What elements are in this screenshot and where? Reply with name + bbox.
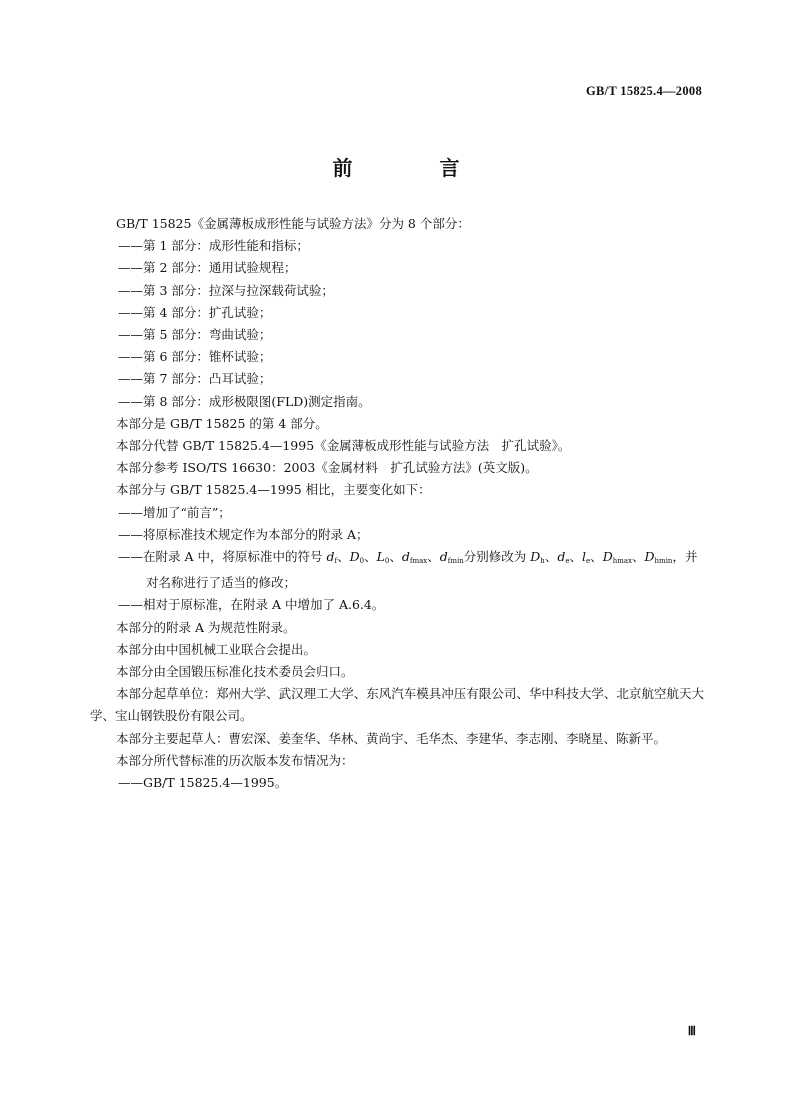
old-symbol: $d_f$ xyxy=(326,549,338,566)
page-number: Ⅲ xyxy=(687,1024,696,1038)
old-symbol: $d_{fmin}$ xyxy=(439,549,464,566)
change-lead: ——在附录 A 中，将原标准中的符号 xyxy=(118,549,327,565)
new-symbol: $l_e$ xyxy=(582,549,591,566)
new-symbol: $d_e$ xyxy=(557,549,570,566)
change-item-symbols: ——在附录 A 中，将原标准中的符号 $d_f$、$D_0$、$L_0$、$d_{fmax}$、$d_{fmin}$分别修改为 $D_h$、$d_e$、$l_e$、$D_{hmax}$、$D_{hmin}$，并对名称进行了适当的修改； xyxy=(118,549,698,591)
replaces-paragraph: 本部分代替 GB/T 15825.4—1995《金属薄板成形性能与试验方法 扩孔试验》。 xyxy=(116,438,571,454)
change-item: ——相对于原标准，在附录 A 中增加了 A.6.4。 xyxy=(118,597,385,613)
new-symbol: $D_{hmax}$ xyxy=(602,549,632,566)
intro-paragraph: GB/T 15825《金属薄板成形性能与试验方法》分为 8 个部分： xyxy=(116,216,470,231)
new-symbol: $D_{hmin}$ xyxy=(644,549,673,566)
new-symbol: $D_h$ xyxy=(530,549,545,566)
standard-number: GB/T 15825.4—2008 xyxy=(586,84,702,98)
drafters-paragraph: 本部分主要起草人：曹宏深、姜奎华、华林、黄尚宇、毛华杰、李建华、李志刚、李晓星、陈新平。 xyxy=(116,730,667,746)
change-middle: 分别修改为 xyxy=(463,549,531,565)
history-item: ——GB/T 15825.4—1995。 xyxy=(118,775,288,791)
foreword-body xyxy=(90,213,704,794)
old-symbol: $d_{fmax}$ xyxy=(401,549,428,566)
part-item: ——第 1 部分：成形性能和指标； xyxy=(118,238,309,254)
part-item: ——第 6 部分：锥杯试验； xyxy=(118,349,272,365)
change-tail: ，并对名称进行了适当的修改； xyxy=(146,549,698,591)
drafting-units-paragraph: 本部分起草单位：郑州大学、武汉理工大学、东风汽车模具冲压有限公司、华中科技大学、北京航空航天大学、宝山钢铁股份有限公司。 xyxy=(90,686,704,724)
old-symbol: $L_0$ xyxy=(376,549,390,566)
part-item: ——第 4 部分：扩孔试验； xyxy=(118,304,272,320)
changes-intro-paragraph: 本部分与 GB/T 15825.4—1995 相比，主要变化如下： xyxy=(116,482,431,498)
history-intro-paragraph: 本部分所代替标准的历次版本发布情况为： xyxy=(116,752,354,768)
proposed-paragraph: 本部分由中国机械工业联合会提出。 xyxy=(116,641,317,657)
part-item: ——第 3 部分：拉深与拉深载荷试验； xyxy=(118,282,334,298)
old-symbol: $D_0$ xyxy=(349,549,365,566)
annex-paragraph: 本部分的附录 A 为规范性附录。 xyxy=(116,619,296,635)
change-item: ——增加了“前言”； xyxy=(118,504,231,520)
part-item: ——第 7 部分：凸耳试验； xyxy=(118,371,272,387)
part-item: ——第 8 部分：成形极限图(FLD)测定指南。 xyxy=(118,393,371,409)
reference-paragraph: 本部分参考 ISO/TS 16630：2003《金属材料 扩孔试验方法》(英文版)。 xyxy=(116,460,538,476)
change-item: ——将原标准技术规定作为本部分的附录 A； xyxy=(118,526,369,542)
page-title: 前 言 xyxy=(332,156,500,180)
centralized-paragraph: 本部分由全国锻压标准化技术委员会归口。 xyxy=(116,664,354,680)
part-item: ——第 5 部分：弯曲试验； xyxy=(118,327,272,343)
part-item: ——第 2 部分：通用试验规程； xyxy=(118,260,297,276)
this-part-paragraph: 本部分是 GB/T 15825 的第 4 部分。 xyxy=(116,415,328,431)
